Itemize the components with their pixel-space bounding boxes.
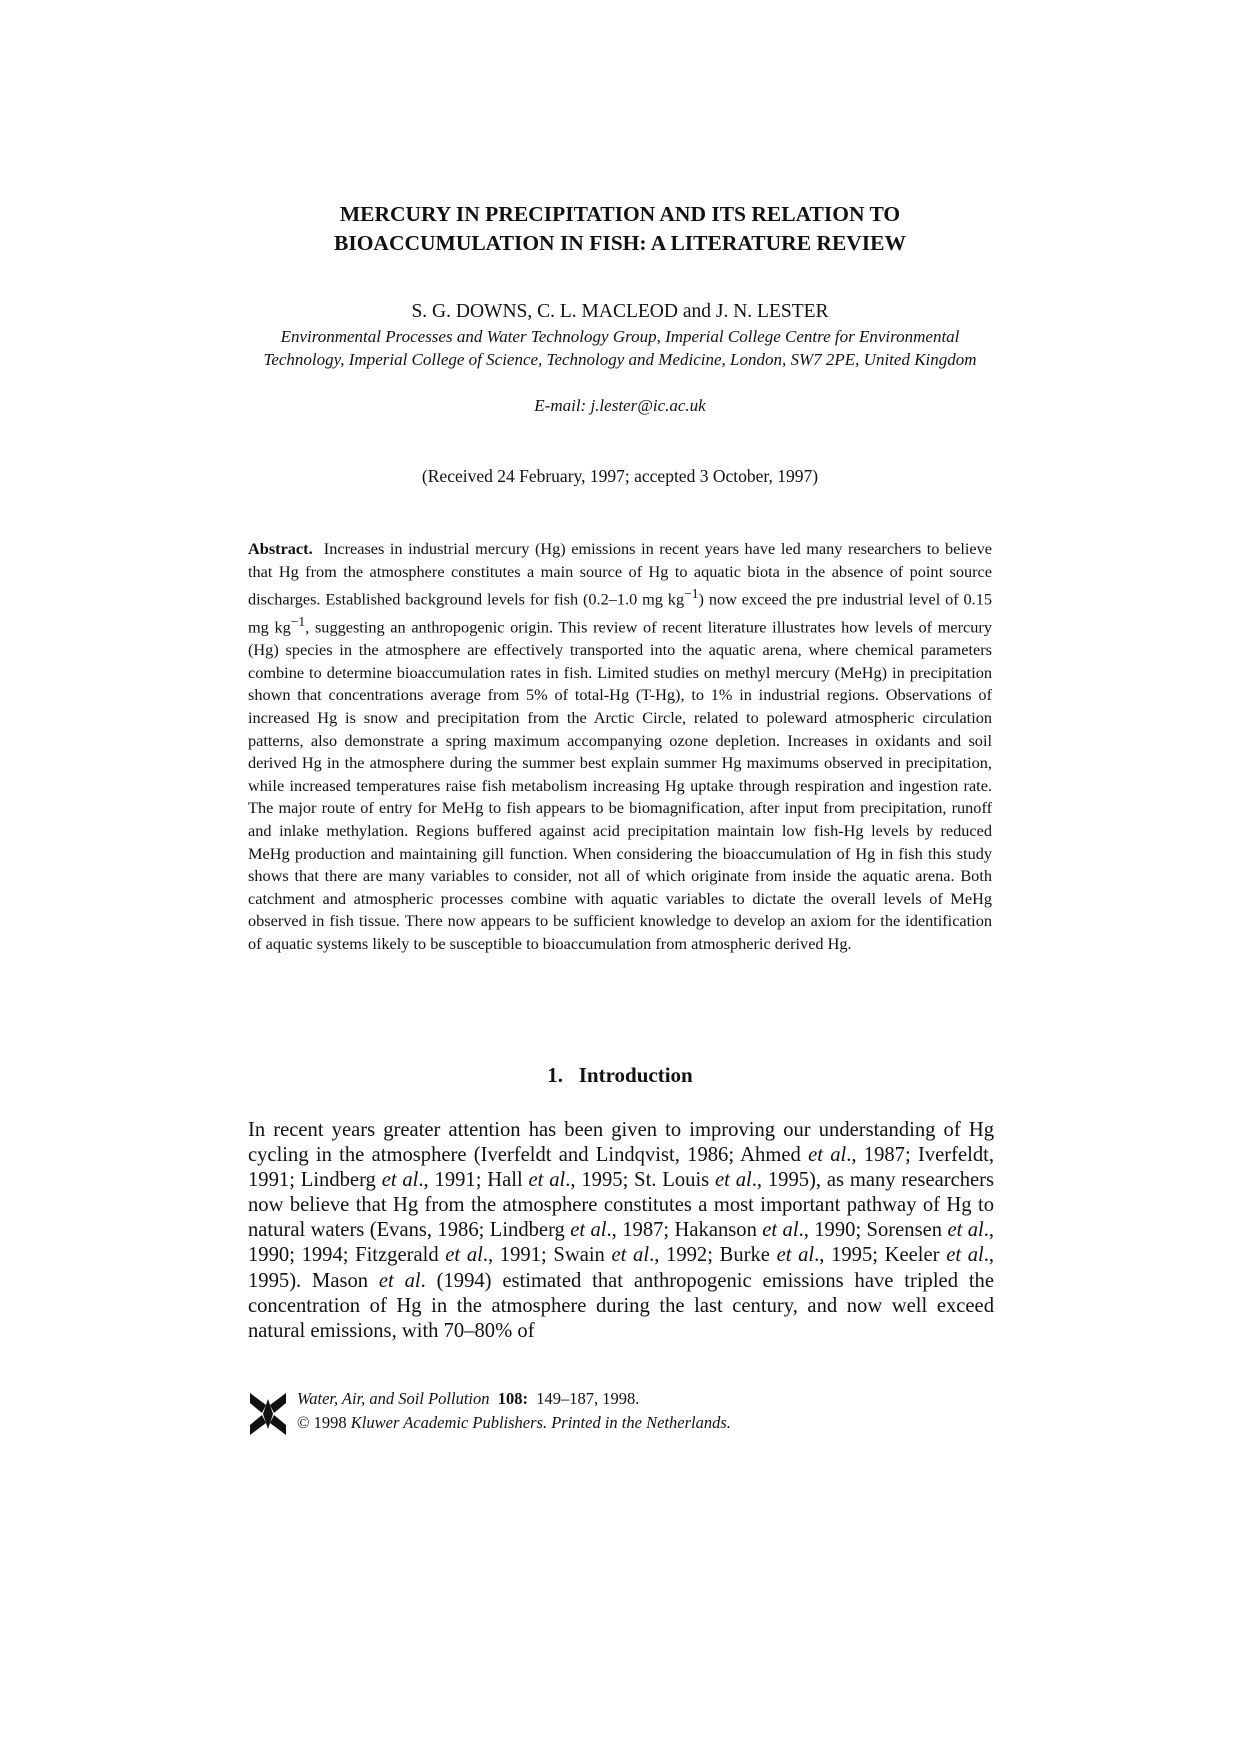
author-affiliation: Environmental Processes and Water Technology Group, Imperial College Centre for Environmental Technology, Imperial College of Science, Technology and Medicine, London, SW7 2PE, United Kingdom [263,327,977,369]
intro-text: In recent years greater attention has been given to improving our understanding of Hg cycling in the atmosphere (Iverfeldt and Lindqvist, 1986; Ahmed [248,1119,994,1167]
intro-citation-etal: et al [947,1219,984,1242]
intro-text: ., 1991; Hall [418,1169,529,1192]
contact-email: E-mail: j.lester@ic.ac.uk [534,396,706,415]
abstract-text-1: Increases in industrial mercury (Hg) emissions in recent years have led many researchers to believe that Hg from the atmosphere constitutes a main source of Hg to aquatic biota in the absence of point source discharges. Established background levels for fish (0.2–1.0 mg kg [248,539,992,609]
publisher-logo-icon [248,1391,288,1437]
abstract-text-3: , suggesting an anthropogenic origin. This review of recent literature illustrates how levels of mercury (Hg) species in the atmosphere are effectively transported into the aquatic arena, where chemical parameters combine to determine bioaccumulation rates in fish. Limited studies on methyl mercury (MeHg) in precipitation shown that concentrations average from 5% of total-Hg (T-Hg), to 1% in industrial regions. Observations of increased Hg is snow and precipitation from the Arctic Circle, related to poleward atmospheric circulation patterns, also demonstrate a spring maximum accompanying ozone depletion. Increases in oxidants and soil derived Hg in the atmosphere during the summer best explain summer Hg maximums observed in precipitation, while increased temperatures raise fish metabolism increasing Hg uptake through respiration and ingestion rate. The major route of entry for MeHg to fish appears to be biomagnification, after input from precipitation, runoff and inlake methylation. Regions buffered against acid precipitation maintain low fish-Hg levels by reduced MeHg production and maintaining gill function. When considering the bioaccumulation of Hg in fish this study shows that there are many variables to consider, not all of which originate from inside the aquatic arena. Both catchment and atmospheric processes combine with aquatic variables to dictate the overall levels of MeHg observed in fish tissue. There now appears to be sufficient knowledge to develop an axiom for the identification of aquatic systems likely to be susceptible to bioaccumulation from atmospheric derived Hg. [248,617,992,953]
abstract-superscript-1: −1 [684,586,699,602]
intro-text: . (1994) estimated that anthropogenic emissions have tripled the concentration of Hg in the atmosphere during the last century, and now well exceed natural emissions, with 70–80% of [248,1269,994,1342]
intro-citation-etal: et al [776,1244,815,1267]
abstract [248,538,992,956]
intro-citation-etal: et al [528,1169,566,1192]
intro-text: ., 1990; 1994; Fitzgerald [248,1219,995,1267]
intro-citation-etal: et al [611,1244,650,1267]
intro-text: ., 1995; Keeler [814,1244,947,1267]
introduction-paragraph [248,1118,994,1344]
paper-title-line-2: BIOACCUMULATION IN FISH: A LITERATURE REVIEW [333,231,907,255]
journal-name: Water, Air, and Soil Pollution [297,1389,490,1408]
abstract-superscript-2: −1 [290,614,306,630]
author-list: S. G. DOWNS, C. L. MACLEOD and J. N. LESTER [411,301,829,322]
intro-citation-etal: et al [570,1219,607,1242]
copyright-notice: © 1998 [297,1413,347,1432]
abstract-text-2: ) now exceed the pre industrial level of 0.15 mg kg [248,589,992,637]
intro-citation-etal: et al [445,1244,483,1267]
abstract-label: Abstract. [248,539,313,558]
paper-title [250,200,990,258]
section-number: 1. [547,1063,563,1087]
footer-citation [297,1387,731,1435]
intro-citation-etal: et al [715,1169,752,1192]
intro-text: ., 1987; Iverfeldt, 1991; Lindberg [248,1144,995,1192]
section-heading-introduction [250,1062,990,1088]
intro-text: ., 1995), as many researchers now believe that Hg from the atmosphere constitutes a most important pathway of Hg to natural waters (Evans, 1986; Lindberg [248,1169,995,1242]
intro-text: ., 1990; Sorensen [798,1219,948,1242]
intro-citation-etal: et al [378,1269,421,1292]
journal-footer [248,1387,848,1447]
journal-pages: 149–187, 1998. [536,1389,640,1408]
journal-volume: 108: [497,1389,529,1408]
publisher-name: Kluwer Academic Publishers. Printed in the Netherlands. [350,1413,731,1432]
intro-text: ., 1992; Burke [649,1244,777,1267]
intro-citation-etal: et al [762,1219,799,1242]
received-dates: (Received 24 February, 1997; accepted 3 October, 1997) [421,466,819,486]
intro-citation-etal: et al [808,1144,847,1167]
section-title: Introduction [578,1063,693,1087]
intro-text: ., 1995). Mason [248,1244,995,1292]
intro-text: ., 1995; St. Louis [565,1169,716,1192]
intro-citation-etal: et al [381,1169,419,1192]
intro-citation-etal: et al [946,1244,984,1267]
intro-text: ., 1991; Swain [482,1244,612,1267]
paper-title-line-1: MERCURY IN PRECIPITATION AND ITS RELATION TO [339,202,901,226]
intro-text: ., 1987; Hakanson [606,1219,763,1242]
